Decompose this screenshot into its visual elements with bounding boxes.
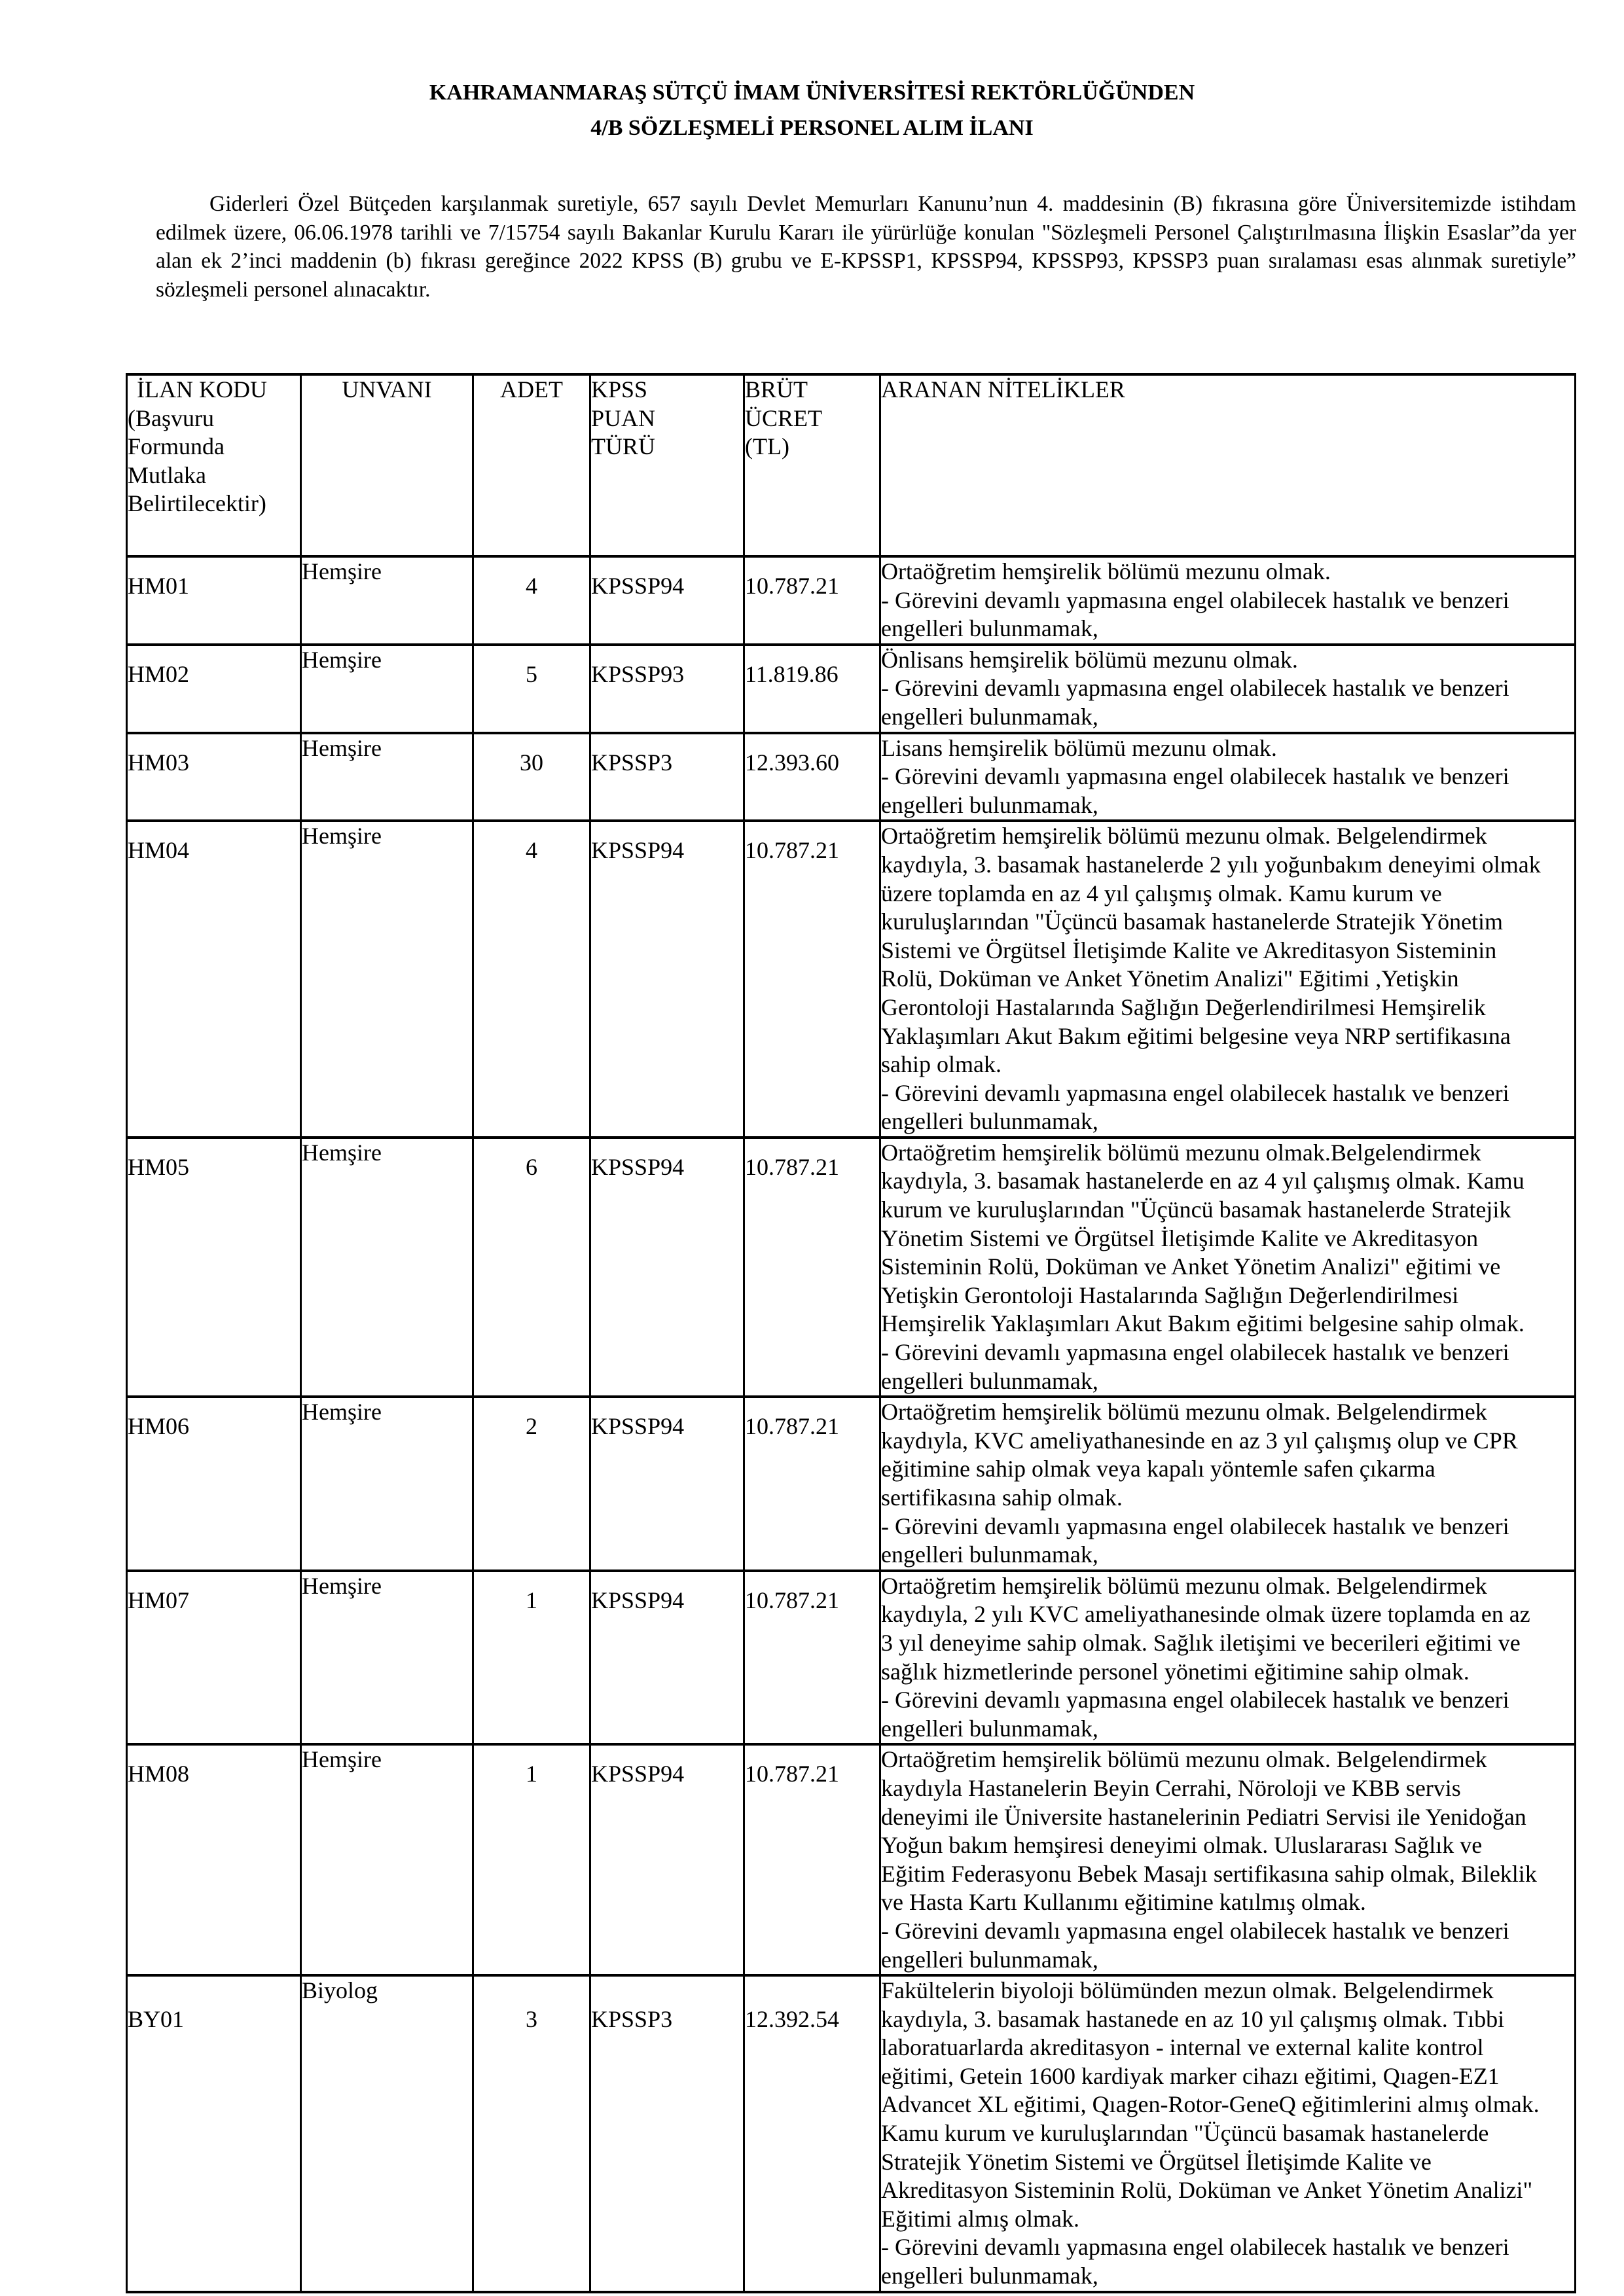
- qualification-line: engelleri bulunmamak,: [881, 1715, 1098, 1742]
- ilan-kodu-cell: [127, 733, 301, 821]
- qualification-line: engelleri bulunmamak,: [881, 791, 1098, 818]
- brut-ucret-cell: [744, 1397, 880, 1571]
- adet-cell: [473, 821, 590, 1138]
- header-line: ÜCRET: [745, 404, 823, 431]
- brut-ucret-cell: [744, 733, 880, 821]
- qualification-line: Rolü, Doküman ve Anket Yönetim Analizi" Eğitimi ,Yetişkin: [881, 965, 1459, 992]
- adet: 1: [526, 1761, 537, 1787]
- adet: 30: [520, 749, 543, 776]
- unvan-cell: [301, 556, 473, 645]
- ilan-kodu: HM01: [128, 573, 190, 599]
- qualification-line: Yönetim Sistemi ve Örgütsel İletişimde Kalite ve Akreditasyon: [881, 1225, 1479, 1251]
- kpss-puan-turu-cell: [590, 645, 744, 733]
- table-row: [127, 645, 1576, 733]
- aranan-nitelikler-cell: [880, 556, 1576, 645]
- qualification-line: kaydıyla, 3. basamak hastanede en az 10 yıl çalışmış olmak. Tıbbi: [881, 2005, 1505, 2032]
- header-line: BRÜT: [745, 376, 808, 403]
- kpss-puan-turu-cell: [590, 1138, 744, 1397]
- ilan-kodu: HM06: [128, 1413, 190, 1440]
- brut-ucret-cell: [744, 1975, 880, 2292]
- unvan: Hemşire: [302, 646, 382, 673]
- kpss-puan-turu: KPSSP94: [591, 837, 685, 864]
- column-header-aranan-nitelikler: ARANAN NİTELİKLER: [880, 374, 1576, 556]
- qualification-line: engelleri bulunmamak,: [881, 703, 1098, 730]
- header-line: TÜRÜ: [591, 433, 655, 460]
- table-row: [127, 1397, 1576, 1571]
- qualification-line: Sistemi ve Örgütsel İletişimde Kalite ve Akreditasyon Sisteminin: [881, 937, 1497, 963]
- ilan-kodu-cell: [127, 1397, 301, 1571]
- adet-cell: [473, 1975, 590, 2292]
- qualification-line: Ortaöğretim hemşirelik bölümü mezunu olmak.Belgelendirmek: [881, 1139, 1481, 1166]
- qualification-line: kaydıyla, 2 yılı KVC ameliyathanesinde olmak üzere toplamda en az: [881, 1601, 1530, 1628]
- qualification-line: Ortaöğretim hemşirelik bölümü mezunu olmak. Belgelendirmek: [881, 1746, 1487, 1773]
- header-line: (TL): [745, 433, 789, 460]
- qualification-line: üzere toplamda en az 4 yıl çalışmış olmak. Kamu kurum ve: [881, 880, 1442, 906]
- header-line: KPSS: [591, 376, 648, 403]
- column-header-brut-ucret: [744, 374, 880, 556]
- kpss-puan-turu-cell: [590, 556, 744, 645]
- kpss-puan-turu: KPSSP3: [591, 2006, 673, 2033]
- unvan-cell: [301, 1138, 473, 1397]
- unvan-cell: [301, 1975, 473, 2292]
- header-line: PUAN: [591, 404, 656, 431]
- ilan-kodu-cell: [127, 556, 301, 645]
- ilan-kodu-cell: [127, 1975, 301, 2292]
- qualification-line: engelleri bulunmamak,: [881, 1946, 1098, 1973]
- ilan-kodu-cell: [127, 645, 301, 733]
- qualification-line: Akreditasyon Sisteminin Rolü, Doküman ve Anket Yönetim Analizi": [881, 2177, 1533, 2204]
- header-line: İLAN KODU: [137, 376, 267, 403]
- qualification-line: sahip olmak.: [881, 1051, 1001, 1078]
- ilan-kodu: HM02: [128, 660, 190, 687]
- qualification-line: Lisans hemşirelik bölümü mezunu olmak.: [881, 734, 1277, 761]
- kpss-puan-turu: KPSSP94: [591, 1587, 685, 1613]
- qualification-line: kurum ve kuruluşlarından "Üçüncü basamak hastanelerde Stratejik: [881, 1196, 1511, 1223]
- qualification-line: engelleri bulunmamak,: [881, 2263, 1098, 2289]
- adet: 4: [526, 837, 537, 864]
- qualification-line: Önlisans hemşirelik bölümü mezunu olmak.: [881, 646, 1298, 673]
- qualification-line: sağlık hizmetlerinde personel yönetimi eğitimine sahip olmak.: [881, 1658, 1470, 1685]
- brut-ucret: 10.787.21: [745, 1153, 839, 1180]
- document-subtitle: 4/B SÖZLEŞMELİ PERSONEL ALIM İLANI: [590, 116, 1034, 140]
- aranan-nitelikler-cell: [880, 1744, 1576, 1975]
- aranan-nitelikler-cell: [880, 733, 1576, 821]
- unvan: Hemşire: [302, 1572, 382, 1599]
- unvan-cell: [301, 1397, 473, 1571]
- adet-cell: [473, 1138, 590, 1397]
- brut-ucret-cell: [744, 645, 880, 733]
- adet: 1: [526, 1587, 537, 1613]
- qualification-line: Kamu kurum ve kuruluşlarından "Üçüncü basamak hastanelerde: [881, 2120, 1489, 2147]
- unvan: Hemşire: [302, 1746, 382, 1773]
- kpss-puan-turu: KPSSP94: [591, 1413, 685, 1440]
- kpss-puan-turu-cell: [590, 1571, 744, 1745]
- table-row: [127, 1138, 1576, 1397]
- qualification-line: - Görevini devamlı yapmasına engel olabilecek hastalık ve benzeri: [881, 2234, 1509, 2261]
- qualification-line: Sisteminin Rolü, Doküman ve Anket Yönetim Analizi" eğitimi ve: [881, 1253, 1501, 1280]
- brut-ucret-cell: [744, 821, 880, 1138]
- table-row: [127, 1975, 1576, 2292]
- qualification-line: eğitimi, Getein 1600 kardiyak marker cihazı eğitimi, Qıagen-EZ1: [881, 2062, 1500, 2089]
- qualification-line: Eğitimi almış olmak.: [881, 2205, 1079, 2232]
- job-listing-table: [126, 373, 1576, 2293]
- qualification-line: eğitimine sahip olmak veya kapalı yöntemle safen çıkarma: [881, 1456, 1435, 1482]
- header-line: (Başvuru: [128, 404, 214, 431]
- adet: 5: [526, 660, 537, 687]
- ilan-kodu-cell: [127, 1571, 301, 1745]
- brut-ucret: 10.787.21: [745, 1587, 839, 1613]
- qualification-line: - Görevini devamlı yapmasına engel olabilecek hastalık ve benzeri: [881, 1079, 1509, 1106]
- adet: 4: [526, 573, 537, 599]
- qualification-line: 3 yıl deneyime sahip olmak. Sağlık iletişimi ve becerileri eğitimi ve: [881, 1629, 1521, 1656]
- adet-cell: [473, 556, 590, 645]
- qualification-line: Hemşirelik Yaklaşımları Akut Bakım eğitimi belgesine sahip olmak.: [881, 1310, 1525, 1337]
- qualification-line: Fakültelerin biyoloji bölümünden mezun olmak. Belgelendirmek: [881, 1977, 1494, 2004]
- column-header-unvani: UNVANI: [301, 374, 473, 556]
- adet: 3: [526, 2006, 537, 2033]
- brut-ucret-cell: [744, 1744, 880, 1975]
- unvan: Biyolog: [302, 1977, 378, 2004]
- brut-ucret: 10.787.21: [745, 1761, 839, 1787]
- qualification-line: laboratuarlarda akreditasyon - internal ve external kalite kontrol: [881, 2034, 1484, 2061]
- adet-cell: [473, 1571, 590, 1745]
- aranan-nitelikler-cell: [880, 1397, 1576, 1571]
- header-line: Mutlaka: [128, 461, 206, 488]
- ilan-kodu: BY01: [128, 2006, 185, 2033]
- document-title: KAHRAMANMARAŞ SÜTÇÜ İMAM ÜNİVERSİTESİ REKTÖRLÜĞÜNDEN: [429, 81, 1195, 105]
- qualification-line: Ortaöğretim hemşirelik bölümü mezunu olmak. Belgelendirmek: [881, 1572, 1487, 1599]
- kpss-puan-turu-cell: [590, 1975, 744, 2292]
- aranan-nitelikler-cell: [880, 1975, 1576, 2292]
- qualification-line: Eğitim Federasyonu Bebek Masajı sertifikasına sahip olmak, Bileklik: [881, 1860, 1537, 1887]
- ilan-kodu: HM04: [128, 837, 190, 864]
- qualification-line: - Görevini devamlı yapmasına engel olabilecek hastalık ve benzeri: [881, 763, 1509, 790]
- qualification-line: Yetişkin Gerontoloji Hastalarında Sağlığın Değerlendirilmesi: [881, 1282, 1459, 1308]
- qualification-line: ve Hasta Kartı Kullanımı eğitimine katılmış olmak.: [881, 1889, 1366, 1916]
- unvan: Hemşire: [302, 823, 382, 850]
- column-header-kpss-puan-turu: [590, 374, 744, 556]
- ilan-kodu: HM08: [128, 1761, 190, 1787]
- kpss-puan-turu: KPSSP94: [591, 1761, 685, 1787]
- qualification-line: engelleri bulunmamak,: [881, 615, 1098, 642]
- adet-cell: [473, 1744, 590, 1975]
- table-row: [127, 1744, 1576, 1975]
- brut-ucret: 12.393.60: [745, 749, 839, 776]
- unvan: Hemşire: [302, 734, 382, 761]
- qualification-line: kaydıyla, 3. basamak hastanelerde 2 yılı yoğunbakım deneyimi olmak: [881, 851, 1541, 878]
- qualification-line: Ortaöğretim hemşirelik bölümü mezunu olmak. Belgelendirmek: [881, 1399, 1487, 1426]
- qualification-line: engelleri bulunmamak,: [881, 1541, 1098, 1568]
- adet-cell: [473, 1397, 590, 1571]
- table-header-row: [127, 374, 1576, 556]
- qualification-line: - Görevini devamlı yapmasına engel olabilecek hastalık ve benzeri: [881, 1917, 1509, 1944]
- table-row: [127, 821, 1576, 1138]
- qualification-line: - Görevini devamlı yapmasına engel olabilecek hastalık ve benzeri: [881, 1513, 1509, 1539]
- unvan: Hemşire: [302, 558, 382, 584]
- kpss-puan-turu: KPSSP93: [591, 660, 685, 687]
- qualification-line: Yoğun bakım hemşiresi deneyimi olmak. Uluslararası Sağlık ve: [881, 1832, 1483, 1859]
- column-header-ilan-kodu: [127, 374, 301, 556]
- qualification-line: sertifikasına sahip olmak.: [881, 1484, 1123, 1511]
- aranan-nitelikler-cell: [880, 645, 1576, 733]
- kpss-puan-turu-cell: [590, 1744, 744, 1975]
- kpss-puan-turu-cell: [590, 821, 744, 1138]
- header-line: Belirtilecektir): [128, 490, 266, 517]
- ilan-kodu: HM05: [128, 1153, 190, 1180]
- adet-cell: [473, 645, 590, 733]
- ilan-kodu-cell: [127, 1138, 301, 1397]
- ilan-kodu-cell: [127, 821, 301, 1138]
- table-row: [127, 556, 1576, 645]
- intro-paragraph: Giderleri Özel Bütçeden karşılanmak suretiyle, 657 sayılı Devlet Memurları Kanunu’nun 4. maddesinin (B) fıkrasına göre Üniversitemizde istihdam edilmek üzere, 06.06.1978 tarihli ve 7/15754 sayılı Bakanlar Kurulu Kararı ile yürürlüğe konulan "Sözleşmeli Personel Çalıştırılmasına İlişkin Esaslar”da yer alan ek 2’inci maddenin (b) fıkrası gereğince 2022 KPSS (B) grubu ve E-KPSSP1, KPSSP94, KPSSP93, KPSSP3 puan sıralaması esas alınmak suretiyle” sözleşmeli personel alınacaktır.: [156, 192, 1576, 302]
- qualification-line: engelleri bulunmamak,: [881, 1108, 1098, 1135]
- qualification-line: - Görevini devamlı yapmasına engel olabilecek hastalık ve benzeri: [881, 675, 1509, 702]
- table-row: [127, 1571, 1576, 1745]
- qualification-line: Ortaöğretim hemşirelik bölümü mezunu olmak. Belgelendirmek: [881, 823, 1487, 850]
- header-line: Formunda: [128, 433, 225, 460]
- ilan-kodu: HM07: [128, 1587, 190, 1613]
- brut-ucret-cell: [744, 1138, 880, 1397]
- qualification-line: Ortaöğretim hemşirelik bölümü mezunu olmak.: [881, 558, 1331, 584]
- qualification-line: - Görevini devamlı yapmasına engel olabilecek hastalık ve benzeri: [881, 1339, 1509, 1366]
- qualification-line: kaydıyla, 3. basamak hastanelerde en az 4 yıl çalışmış olmak. Kamu: [881, 1168, 1525, 1194]
- unvan-cell: [301, 1744, 473, 1975]
- qualification-line: Yaklaşımları Akut Bakım eğitimi belgesine veya NRP sertifikasına: [881, 1022, 1511, 1049]
- qualification-line: kuruluşlarından "Üçüncü basamak hastanelerde Stratejik Yönetim: [881, 908, 1504, 935]
- ilan-kodu: HM03: [128, 749, 190, 776]
- qualification-line: Stratejik Yönetim Sistemi ve Örgütsel İletişimde Kalite ve: [881, 2148, 1432, 2175]
- brut-ucret: 12.392.54: [745, 2006, 839, 2033]
- adet: 6: [526, 1153, 537, 1180]
- qualification-line: Gerontoloji Hastalarında Sağlığın Değerlendirilmesi Hemşirelik: [881, 994, 1486, 1020]
- kpss-puan-turu-cell: [590, 733, 744, 821]
- qualification-line: kaydıyla Hastanelerin Beyin Cerrahi, Nöroloji ve KBB servis: [881, 1774, 1461, 1801]
- brut-ucret-cell: [744, 1571, 880, 1745]
- unvan-cell: [301, 1571, 473, 1745]
- brut-ucret: 10.787.21: [745, 1413, 839, 1440]
- brut-ucret-cell: [744, 556, 880, 645]
- unvan-cell: [301, 733, 473, 821]
- brut-ucret: 10.787.21: [745, 573, 839, 599]
- adet-cell: [473, 733, 590, 821]
- qualification-line: - Görevini devamlı yapmasına engel olabilecek hastalık ve benzeri: [881, 1687, 1509, 1713]
- aranan-nitelikler-cell: [880, 821, 1576, 1138]
- unvan: Hemşire: [302, 1399, 382, 1426]
- qualification-line: - Görevini devamlı yapmasına engel olabilecek hastalık ve benzeri: [881, 586, 1509, 613]
- qualification-line: Advancet XL eğitimi, Qıagen-Rotor-GeneQ eğitimlerini almış olmak.: [881, 2091, 1540, 2118]
- kpss-puan-turu: KPSSP3: [591, 749, 673, 776]
- aranan-nitelikler-cell: [880, 1138, 1576, 1397]
- kpss-puan-turu-cell: [590, 1397, 744, 1571]
- qualification-line: deneyimi ile Üniversite hastanelerinin Pediatri Servisi ile Yenidoğan: [881, 1803, 1526, 1830]
- kpss-puan-turu: KPSSP94: [591, 573, 685, 599]
- adet: 2: [526, 1413, 537, 1440]
- unvan-cell: [301, 821, 473, 1138]
- kpss-puan-turu: KPSSP94: [591, 1153, 685, 1180]
- ilan-kodu-cell: [127, 1744, 301, 1975]
- brut-ucret: 11.819.86: [745, 660, 839, 687]
- unvan: Hemşire: [302, 1139, 382, 1166]
- unvan-cell: [301, 645, 473, 733]
- qualification-line: kaydıyla, KVC ameliyathanesinde en az 3 yıl çalışmış olup ve CPR: [881, 1427, 1518, 1454]
- column-header-adet: ADET: [473, 374, 590, 556]
- table-row: [127, 733, 1576, 821]
- qualification-line: engelleri bulunmamak,: [881, 1367, 1098, 1394]
- brut-ucret: 10.787.21: [745, 837, 839, 864]
- aranan-nitelikler-cell: [880, 1571, 1576, 1745]
